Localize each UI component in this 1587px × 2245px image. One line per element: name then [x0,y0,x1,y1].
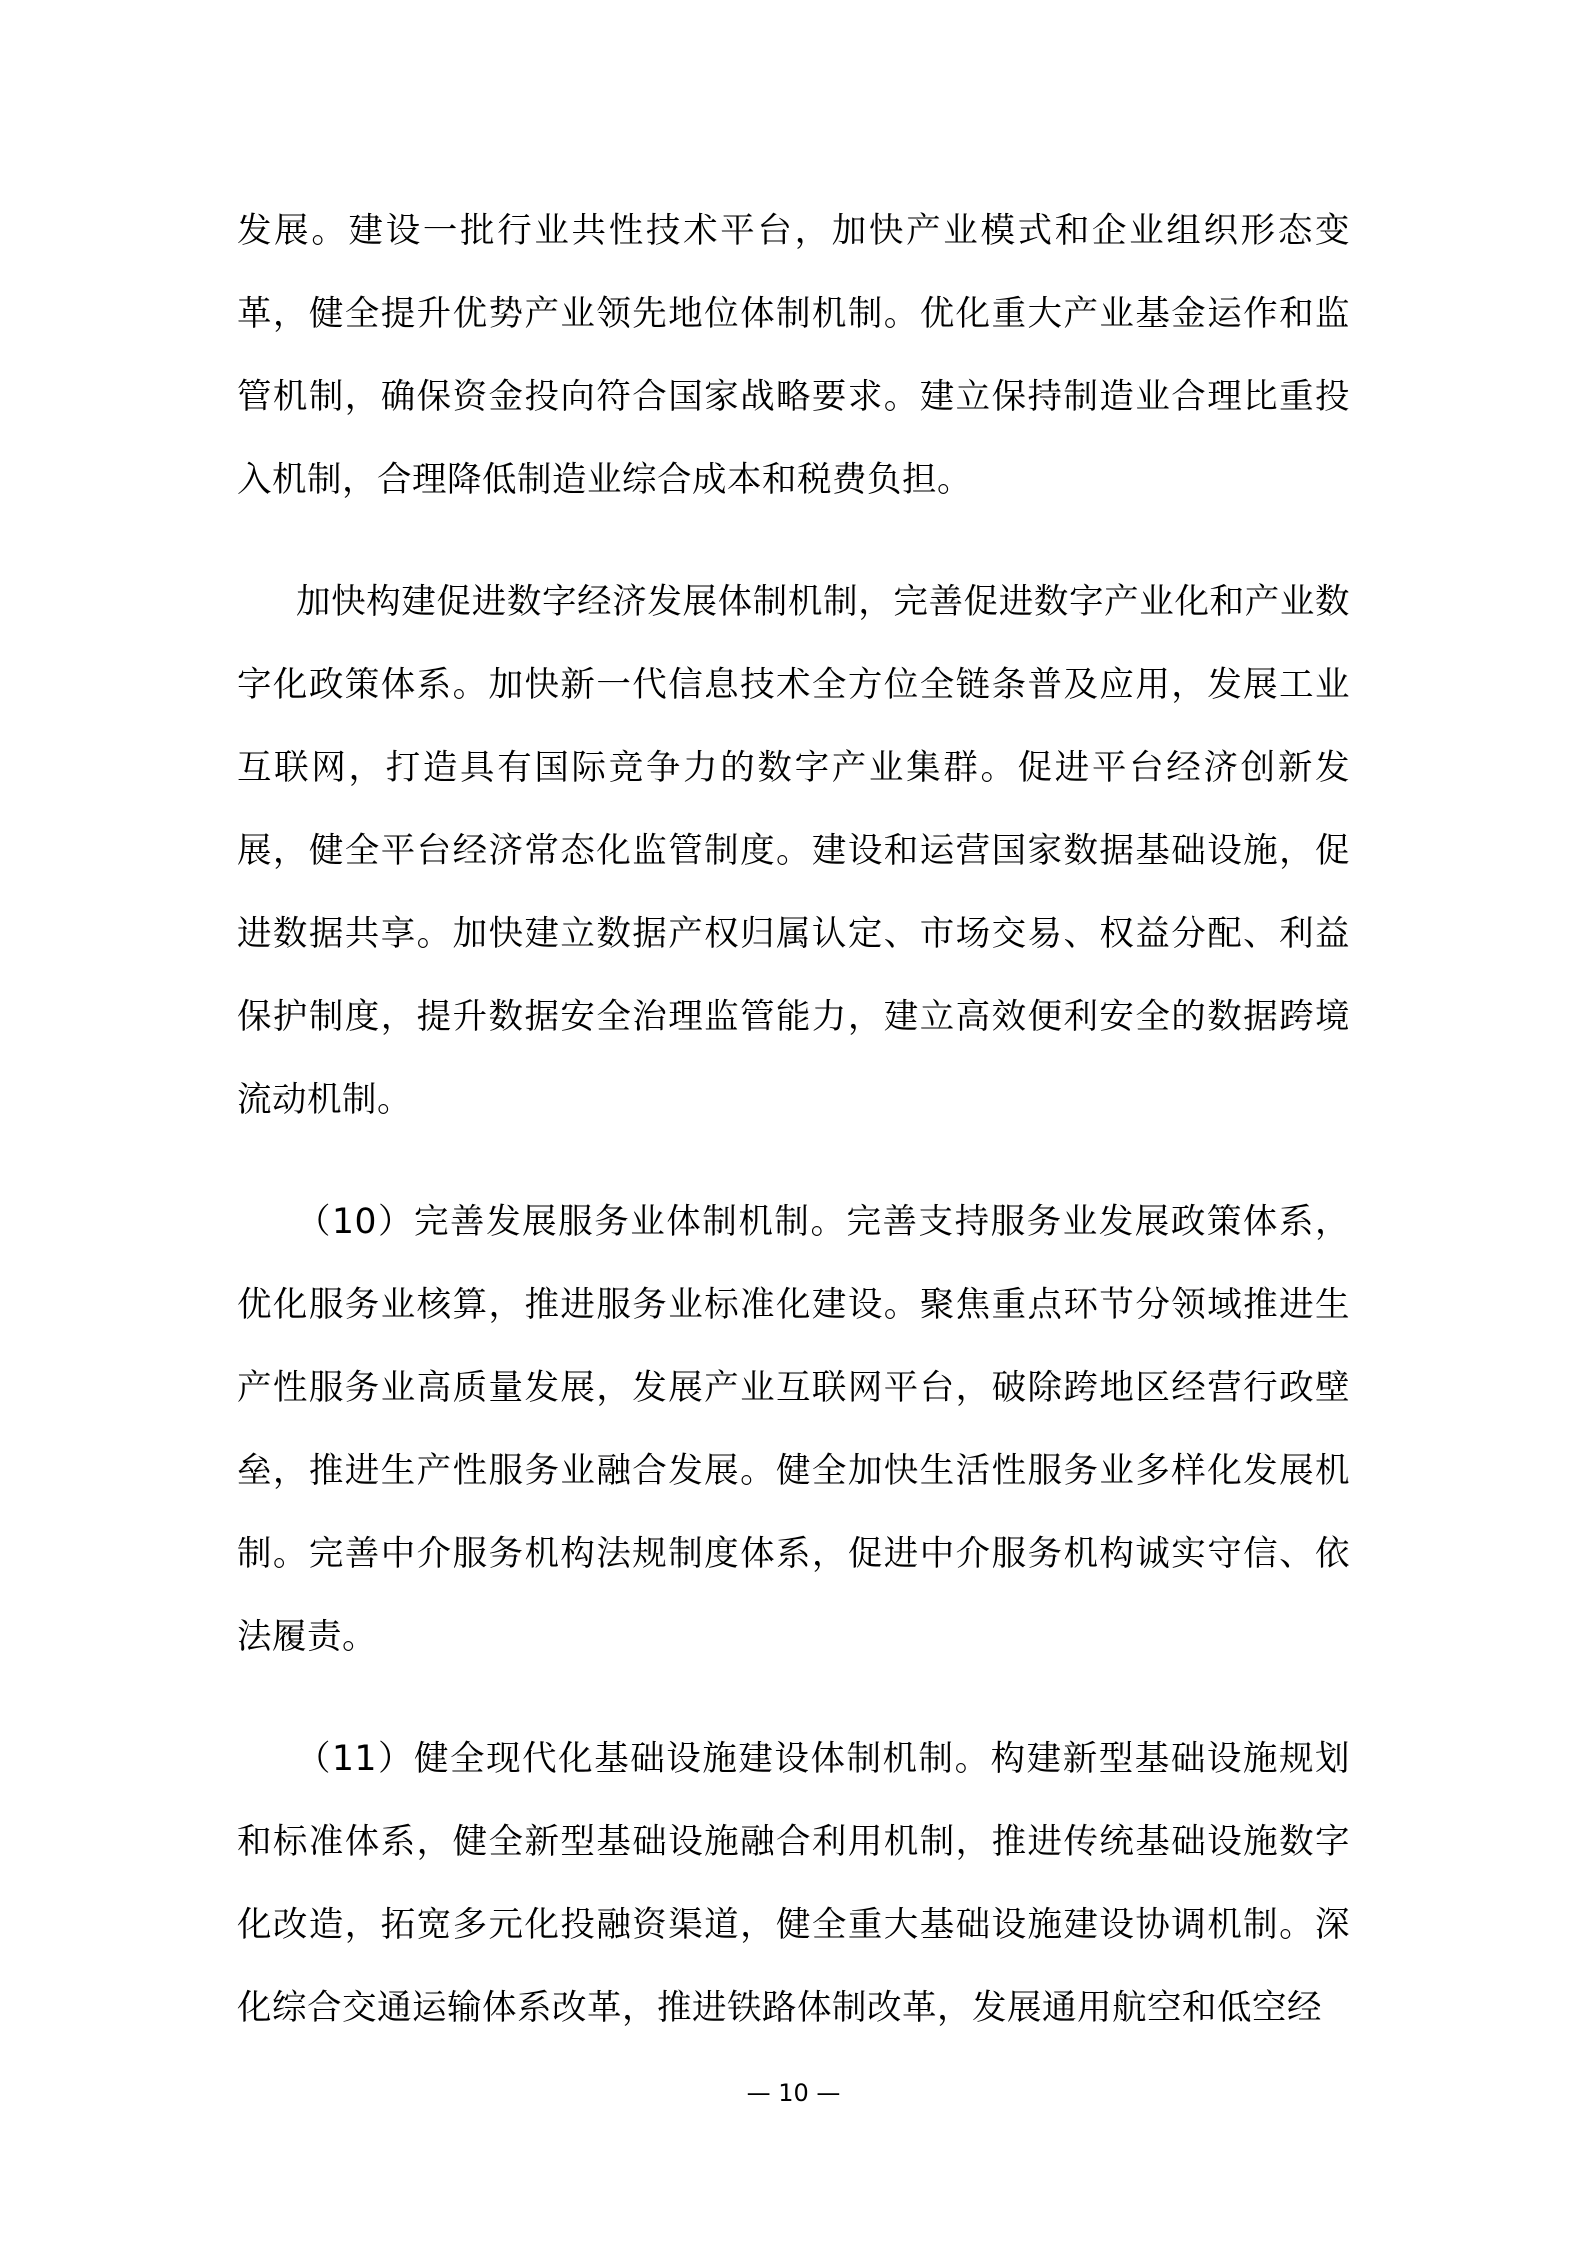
paragraph: 发展。建设一批行业共性技术平台，加快产业模式和企业组织形态变革，健全提升优势产业领先地位体制机制。优化重大产业基金运作和监管机制，确保资金投向符合国家战略要求。建立保持制造业合理比重投入机制，合理降低制造业综合成本和税费负担。 [237,211,1350,500]
paragraph: （11）健全现代化基础设施建设体制机制。构建新型基础设施规划和标准体系，健全新型基础设施融合利用机制，推进传统基础设施数字化改造，拓宽多元化投融资渠道，健全重大基础设施建设协调机制。深化综合交通运输体系改革，推进铁路体制改革，发展通用航空和低空经 [237,1739,1350,2028]
page-number: — 10 — [746,2079,841,2107]
paragraph: （10）完善发展服务业体制机制。完善支持服务业发展政策体系，优化服务业核算，推进服务业标准化建设。聚焦重点环节分领域推进生产性服务业高质量发展，发展产业互联网平台，破除跨地区经营行政壁垒，推进生产性服务业融合发展。健全加快生活性服务业多样化发展机制。完善中介服务机构法规制度体系，促进中介服务机构诚实守信、依法履责。 [237,1202,1350,1657]
document-body [237,190,1350,2050]
page-footer [0,2078,1587,2108]
paragraph: 加快构建促进数字经济发展体制机制，完善促进数字产业化和产业数字化政策体系。加快新一代信息技术全方位全链条普及应用，发展工业互联网，打造具有国际竞争力的数字产业集群。促进平台经济创新发展，健全平台经济常态化监管制度。建设和运营国家数据基础设施，促进数据共享。加快建立数据产权归属认定、市场交易、权益分配、利益保护制度，提升数据安全治理监管能力，建立高效便利安全的数据跨境流动机制。 [237,582,1350,1120]
